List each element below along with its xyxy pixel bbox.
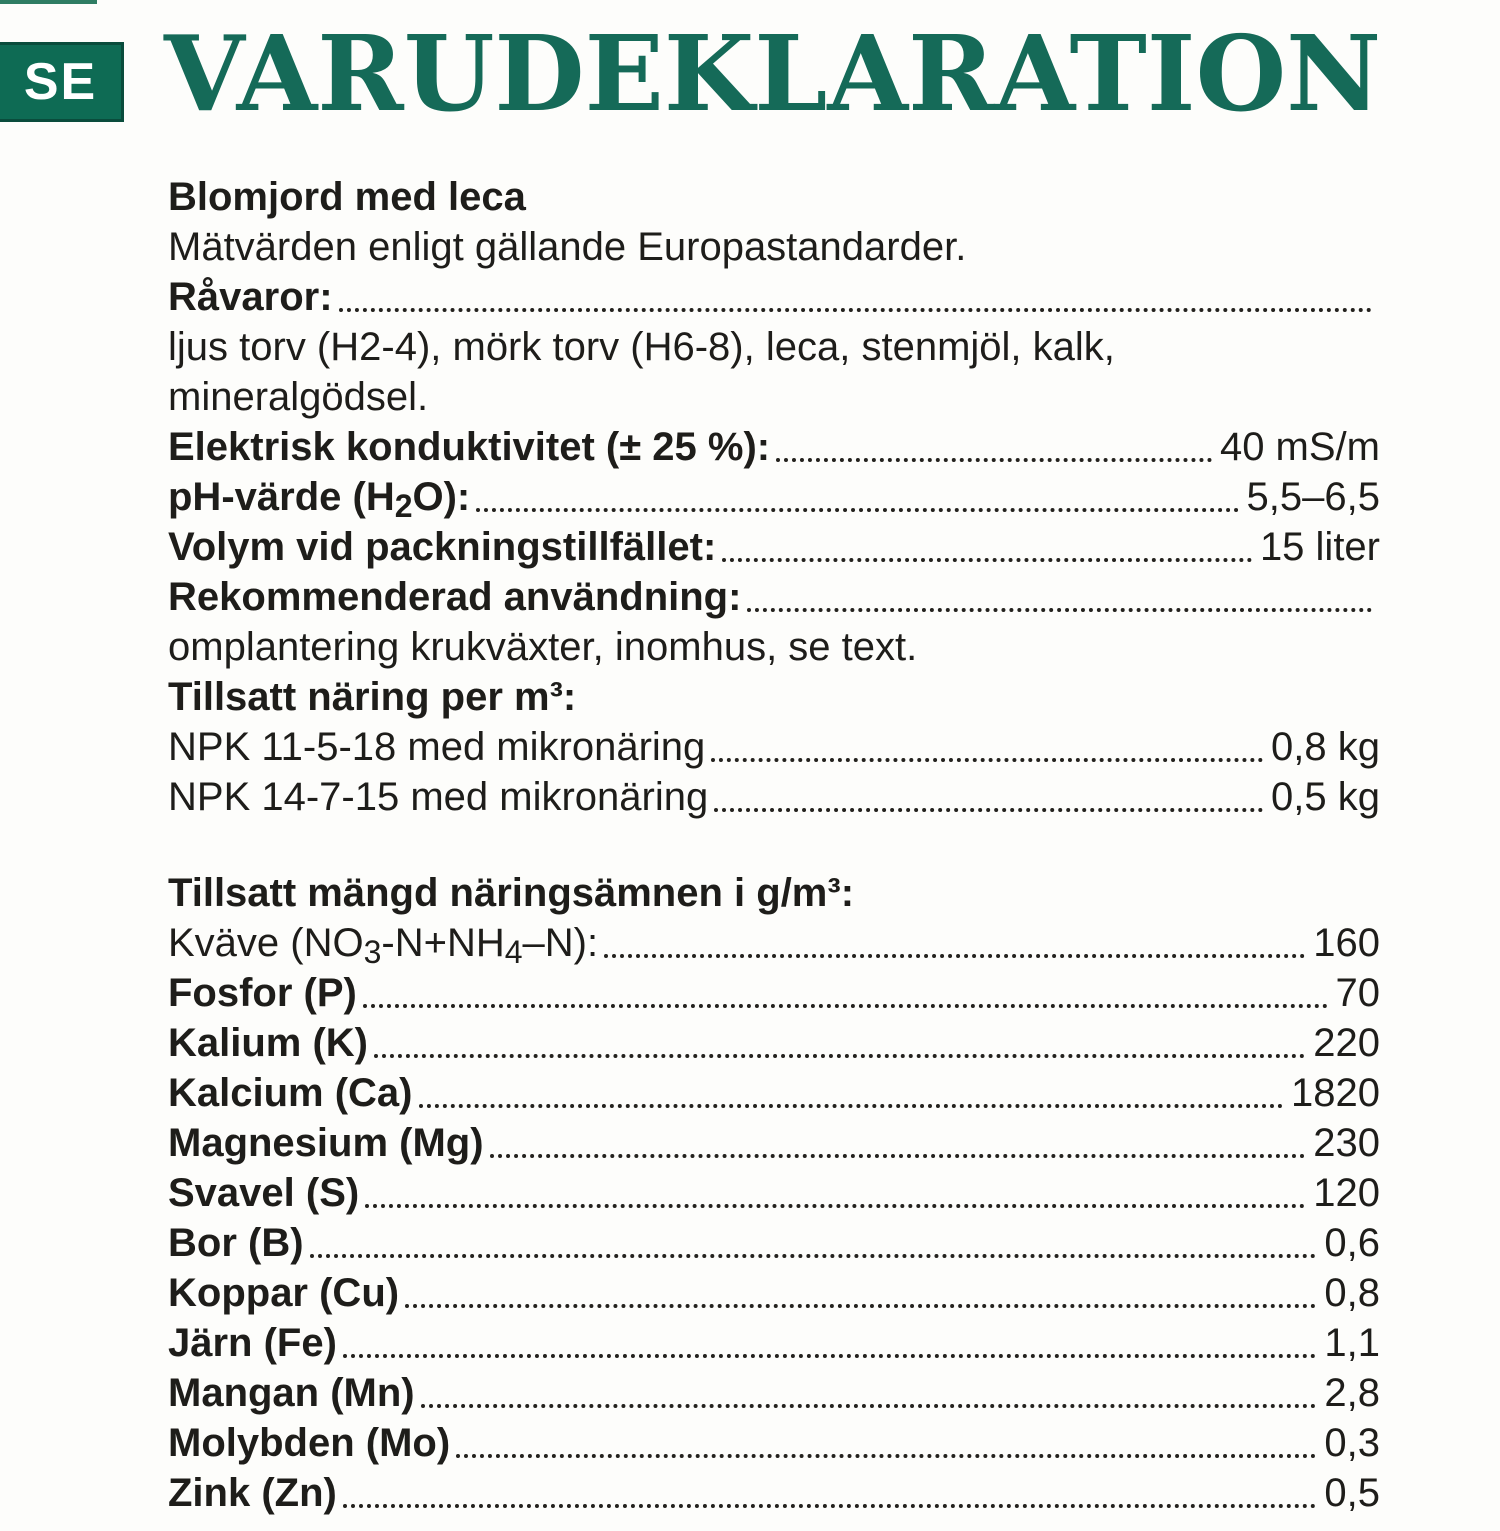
spec-row (168, 672, 1380, 722)
nutrient-specs-group (168, 868, 1380, 1518)
dotted-leader (310, 1254, 1317, 1258)
spec-label: Rekommenderad användning: (168, 575, 742, 619)
spec-row (168, 1418, 1380, 1468)
spec-value: 70 (1335, 971, 1380, 1015)
spec-label: Mangan (Mn) (168, 1371, 415, 1415)
spec-label: Kväve (NO3-N+NH4–N): (168, 921, 599, 971)
spec-label: Svavel (S) (168, 1171, 360, 1215)
spec-label: Mätvärden enligt gällande Europastandarder. (168, 225, 967, 269)
page-title: VARUDEKLARATION (164, 12, 1382, 135)
spec-row (168, 322, 1380, 372)
dotted-leader (405, 1304, 1316, 1308)
spec-label: NPK 14-7-15 med mikronäring (168, 775, 709, 819)
dotted-leader (421, 1404, 1317, 1408)
dotted-leader (714, 808, 1263, 812)
spec-row (168, 1318, 1380, 1368)
dotted-leader (776, 458, 1212, 462)
dotted-leader (722, 558, 1252, 562)
spec-label: Volym vid packningstillfället: (168, 525, 717, 569)
dotted-leader (343, 1354, 1316, 1358)
spec-label: omplantering krukväxter, inomhus, se text. (168, 625, 918, 669)
dotted-leader (374, 1054, 1305, 1058)
dotted-leader (604, 954, 1305, 958)
spec-row (168, 1368, 1380, 1418)
spec-value: 1820 (1291, 1071, 1380, 1115)
dotted-leader (490, 1154, 1306, 1158)
spec-row (168, 222, 1380, 272)
dotted-leader (747, 608, 1372, 612)
spec-value: 40 mS/m (1219, 425, 1380, 469)
spec-value: 0,6 (1324, 1221, 1380, 1265)
dotted-leader (365, 1204, 1305, 1208)
spec-value: 220 (1313, 1021, 1380, 1065)
spec-row (168, 572, 1380, 622)
spec-label: Fosfor (P) (168, 971, 357, 1015)
spec-value: 0,3 (1324, 1421, 1380, 1465)
spec-label: Blomjord med leca (168, 175, 526, 219)
spec-label: Råvaror: (168, 275, 333, 319)
spec-row (168, 722, 1380, 772)
country-badge-label: SE (23, 53, 98, 111)
spec-row (168, 1268, 1380, 1318)
spec-value: 120 (1313, 1171, 1380, 1215)
spec-row (168, 918, 1380, 971)
spec-row (168, 868, 1380, 918)
spec-label: Tillsatt mängd näringsämnen i g/m³: (168, 871, 855, 915)
spec-row (168, 1018, 1380, 1068)
spec-row (168, 772, 1380, 822)
spec-value: 2,8 (1324, 1371, 1380, 1415)
spec-value: 0,8 kg (1271, 725, 1380, 769)
spec-label: Koppar (Cu) (168, 1271, 400, 1315)
spec-row (168, 522, 1380, 572)
spec-label: mineralgödsel. (168, 375, 429, 419)
spec-value: 0,5 (1324, 1471, 1380, 1515)
dotted-leader (343, 1504, 1317, 1508)
spec-label: Magnesium (Mg) (168, 1121, 484, 1165)
top-edge-green-strip (0, 0, 97, 4)
spec-label: Elektrisk konduktivitet (± 25 %): (168, 425, 771, 469)
spec-label: Bor (B) (168, 1221, 304, 1265)
spec-value: 5,5–6,5 (1246, 475, 1380, 519)
subscript-digit: 4 (504, 934, 523, 971)
spec-row (168, 1468, 1380, 1518)
spec-value: 1,1 (1324, 1321, 1380, 1365)
spec-label: NPK 11-5-18 med mikronäring (168, 725, 706, 769)
spec-row (168, 472, 1380, 525)
spec-row (168, 422, 1380, 472)
dotted-leader (339, 308, 1372, 312)
spec-value: 0,8 (1324, 1271, 1380, 1315)
dotted-leader (363, 1004, 1328, 1008)
spec-label: Tillsatt näring per m³: (168, 675, 577, 719)
spec-row (168, 968, 1380, 1018)
general-specs-group (168, 172, 1380, 822)
subscript-digit: 2 (394, 488, 413, 525)
spec-label: Järn (Fe) (168, 1321, 337, 1365)
spec-label: ljus torv (H2-4), mörk torv (H6-8), leca, stenmjöl, kalk, (168, 325, 1115, 369)
dotted-leader (476, 508, 1238, 512)
spec-row (168, 372, 1380, 422)
spec-label: Zink (Zn) (168, 1471, 337, 1515)
country-badge (0, 42, 124, 122)
spec-label: Kalcium (Ca) (168, 1071, 413, 1115)
dotted-leader (711, 758, 1263, 762)
spec-row (168, 172, 1380, 222)
spec-row (168, 1168, 1380, 1218)
spec-row (168, 622, 1380, 672)
spec-value: 15 liter (1259, 525, 1380, 569)
spec-row (168, 1068, 1380, 1118)
dotted-leader (456, 1454, 1316, 1458)
spec-row (168, 1118, 1380, 1168)
dotted-leader (419, 1104, 1284, 1108)
spec-label: pH-värde (H2O): (168, 475, 471, 525)
spec-label: Molybden (Mo) (168, 1421, 451, 1465)
spec-value: 0,5 kg (1271, 775, 1380, 819)
declaration-content (168, 172, 1380, 1518)
spec-value: 230 (1313, 1121, 1380, 1165)
spec-row (168, 1218, 1380, 1268)
spec-value: 160 (1313, 921, 1380, 965)
spec-row (168, 272, 1380, 322)
spec-label: Kalium (K) (168, 1021, 368, 1065)
subscript-digit: 3 (363, 934, 382, 971)
